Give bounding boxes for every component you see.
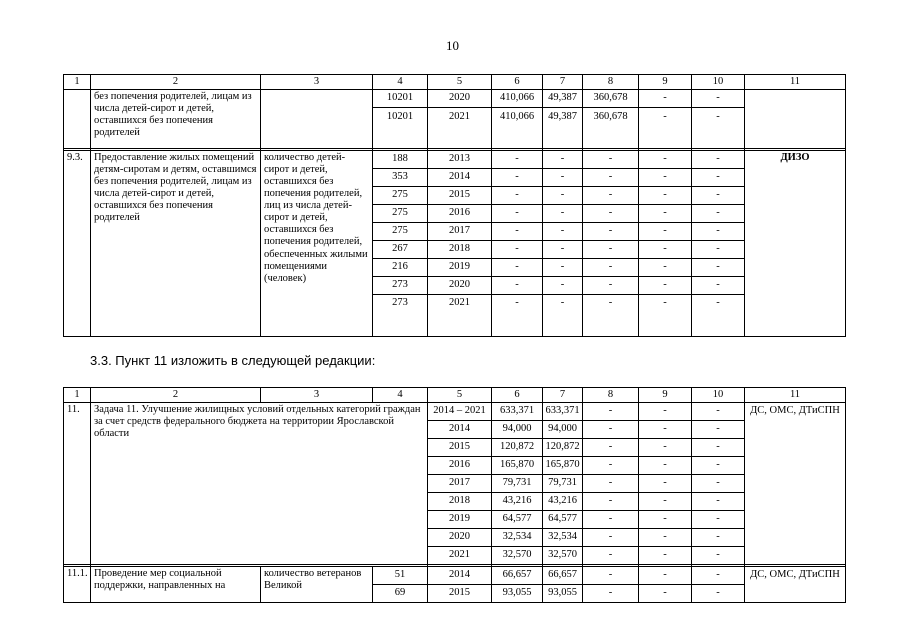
col-header: 4 bbox=[373, 75, 428, 90]
sub-indicator: количество ветеранов Великой bbox=[261, 567, 373, 603]
cell-year: 2017 bbox=[428, 475, 492, 493]
cell-value: 66,657 bbox=[492, 567, 543, 585]
cell-value: 64,577 bbox=[543, 511, 583, 529]
cell-year: 2021 bbox=[428, 295, 492, 337]
cell-year: 2016 bbox=[428, 457, 492, 475]
cell-year: 2019 bbox=[428, 511, 492, 529]
cell-value: 10201 bbox=[373, 108, 428, 149]
cell-value: 69 bbox=[373, 585, 428, 603]
cell-value: 360,678 bbox=[583, 108, 639, 149]
col-header: 8 bbox=[583, 388, 639, 403]
col-header: 5 bbox=[428, 388, 492, 403]
cell-value: - bbox=[583, 151, 639, 169]
cell-value: - bbox=[492, 205, 543, 223]
cell-year: 2014 bbox=[428, 421, 492, 439]
cell-value: 93,055 bbox=[492, 585, 543, 603]
cell-value: - bbox=[692, 493, 745, 511]
cell-year: 2018 bbox=[428, 493, 492, 511]
item-executor: ДИЗО bbox=[745, 151, 846, 337]
cell-value: - bbox=[692, 567, 745, 585]
cell-value: - bbox=[639, 223, 692, 241]
cell-value: - bbox=[692, 421, 745, 439]
cell-value: - bbox=[639, 475, 692, 493]
cell-year: 2013 bbox=[428, 151, 492, 169]
col-header: 2 bbox=[91, 75, 261, 90]
cell-year: 2016 bbox=[428, 205, 492, 223]
cell-value: - bbox=[692, 108, 745, 149]
cell-value: - bbox=[543, 259, 583, 277]
cell-value: - bbox=[692, 169, 745, 187]
cell-year: 2020 bbox=[428, 277, 492, 295]
cell-value: 32,534 bbox=[543, 529, 583, 547]
item-indicator bbox=[261, 90, 373, 149]
cell-value: - bbox=[583, 259, 639, 277]
cell-value: - bbox=[692, 511, 745, 529]
cell-value: - bbox=[492, 187, 543, 205]
col-header: 10 bbox=[692, 388, 745, 403]
cell-value: - bbox=[639, 241, 692, 259]
cell-value: - bbox=[639, 493, 692, 511]
col-header: 9 bbox=[639, 388, 692, 403]
cell-value: - bbox=[583, 439, 639, 457]
cell-value: 49,387 bbox=[543, 108, 583, 149]
cell-value: - bbox=[492, 241, 543, 259]
col-header: 1 bbox=[64, 75, 91, 90]
cell-value: - bbox=[639, 547, 692, 565]
cell-value: - bbox=[639, 205, 692, 223]
cell-value: - bbox=[692, 547, 745, 565]
cell-value: 43,216 bbox=[492, 493, 543, 511]
col-header: 8 bbox=[583, 75, 639, 90]
cell-value: - bbox=[583, 295, 639, 337]
cell-value: - bbox=[583, 205, 639, 223]
cell-year: 2020 bbox=[428, 90, 492, 108]
cell-year: 2021 bbox=[428, 108, 492, 149]
cell-value: - bbox=[543, 295, 583, 337]
cell-value: 120,872 bbox=[543, 439, 583, 457]
cell-value: - bbox=[492, 151, 543, 169]
cell-value: - bbox=[639, 151, 692, 169]
cell-value: - bbox=[692, 585, 745, 603]
cell-value: 165,870 bbox=[492, 457, 543, 475]
cell-value: - bbox=[639, 277, 692, 295]
cell-value: - bbox=[583, 547, 639, 565]
cell-value: 360,678 bbox=[583, 90, 639, 108]
item-indicator: количество детей-сирот и детей, оставшихся без попечения родителей, лиц из числа детей-сирот и детей, оставшихся без попечения родителей, обеспеченных жилыми помещениями (человек) bbox=[261, 151, 373, 337]
cell-value: 79,731 bbox=[543, 475, 583, 493]
cell-value: 93,055 bbox=[543, 585, 583, 603]
cell-year: 2020 bbox=[428, 529, 492, 547]
cell-year: 2015 bbox=[428, 187, 492, 205]
cell-value: - bbox=[583, 187, 639, 205]
col-header: 11 bbox=[745, 388, 846, 403]
cell-value: - bbox=[583, 511, 639, 529]
cell-value: 32,570 bbox=[492, 547, 543, 565]
cell-year: 2017 bbox=[428, 223, 492, 241]
cell-value: - bbox=[692, 205, 745, 223]
cell-value: - bbox=[639, 457, 692, 475]
cell-value: - bbox=[639, 567, 692, 585]
cell-value: - bbox=[583, 529, 639, 547]
table-row bbox=[64, 567, 846, 585]
cell-value: - bbox=[583, 475, 639, 493]
item-executor bbox=[745, 90, 846, 149]
cell-value: 216 bbox=[373, 259, 428, 277]
cell-value: - bbox=[583, 567, 639, 585]
cell-value: - bbox=[543, 187, 583, 205]
table-row bbox=[64, 151, 846, 169]
cell-value: - bbox=[583, 403, 639, 421]
cell-value: 633,371 bbox=[543, 403, 583, 421]
cell-value: - bbox=[692, 241, 745, 259]
cell-value: - bbox=[583, 585, 639, 603]
item-number: 9.3. bbox=[64, 151, 91, 337]
cell-value: 79,731 bbox=[492, 475, 543, 493]
item-text: без попечения родителей, лицам из числа детей-сирот и детей, оставшихся без попечения родителей bbox=[91, 90, 261, 149]
cell-value: - bbox=[543, 241, 583, 259]
cell-value: 275 bbox=[373, 223, 428, 241]
col-header: 9 bbox=[639, 75, 692, 90]
cell-value: - bbox=[492, 169, 543, 187]
cell-value: 66,657 bbox=[543, 567, 583, 585]
cell-value: - bbox=[692, 223, 745, 241]
task-number: 11. bbox=[64, 403, 91, 565]
cell-value: - bbox=[692, 259, 745, 277]
cell-value: - bbox=[639, 259, 692, 277]
col-header: 3 bbox=[261, 388, 373, 403]
cell-value: - bbox=[639, 403, 692, 421]
cell-value: 64,577 bbox=[492, 511, 543, 529]
cell-year: 2014 – 2021 bbox=[428, 403, 492, 421]
cell-value: 273 bbox=[373, 295, 428, 337]
cell-value: - bbox=[692, 187, 745, 205]
cell-value: 43,216 bbox=[543, 493, 583, 511]
cell-value: 165,870 bbox=[543, 457, 583, 475]
cell-value: 188 bbox=[373, 151, 428, 169]
cell-year: 2019 bbox=[428, 259, 492, 277]
col-header: 2 bbox=[91, 388, 261, 403]
cell-value: - bbox=[492, 277, 543, 295]
cell-value: - bbox=[639, 439, 692, 457]
cell-year: 2014 bbox=[428, 567, 492, 585]
cell-value: 267 bbox=[373, 241, 428, 259]
cell-value: - bbox=[692, 529, 745, 547]
cell-value: - bbox=[583, 421, 639, 439]
cell-year: 2014 bbox=[428, 169, 492, 187]
budget-table-continued bbox=[63, 74, 846, 337]
cell-value: - bbox=[492, 223, 543, 241]
cell-value: - bbox=[543, 277, 583, 295]
cell-value: - bbox=[583, 493, 639, 511]
cell-value: 51 bbox=[373, 567, 428, 585]
col-header: 7 bbox=[543, 75, 583, 90]
item-number bbox=[64, 90, 91, 149]
cell-value: - bbox=[492, 259, 543, 277]
cell-year: 2018 bbox=[428, 241, 492, 259]
cell-value: - bbox=[692, 457, 745, 475]
cell-value: - bbox=[692, 295, 745, 337]
col-header: 7 bbox=[543, 388, 583, 403]
cell-value: - bbox=[583, 223, 639, 241]
cell-value: - bbox=[583, 241, 639, 259]
col-header: 6 bbox=[492, 388, 543, 403]
cell-value: - bbox=[639, 295, 692, 337]
item-text: Предоставление жилых помещений детям-сиротам и детям, оставшимся без попечения родителей, лицам из числа детей-сирот и детей, оставшихся без попечения родителей bbox=[91, 151, 261, 337]
cell-value: 353 bbox=[373, 169, 428, 187]
sub-text: Проведение мер социальной поддержки, направленных на bbox=[91, 567, 261, 603]
cell-value: - bbox=[692, 439, 745, 457]
cell-value: 10201 bbox=[373, 90, 428, 108]
cell-value: - bbox=[543, 151, 583, 169]
col-header: 1 bbox=[64, 388, 91, 403]
col-header: 10 bbox=[692, 75, 745, 90]
cell-value: 275 bbox=[373, 187, 428, 205]
cell-value: 94,000 bbox=[543, 421, 583, 439]
cell-value: - bbox=[583, 277, 639, 295]
cell-value: - bbox=[639, 529, 692, 547]
col-header: 6 bbox=[492, 75, 543, 90]
cell-value: 275 bbox=[373, 205, 428, 223]
cell-value: - bbox=[639, 108, 692, 149]
cell-value: 273 bbox=[373, 277, 428, 295]
table-row bbox=[64, 90, 846, 108]
sub-number: 11.1. bbox=[64, 567, 91, 603]
cell-year: 2015 bbox=[428, 585, 492, 603]
cell-value: - bbox=[639, 421, 692, 439]
cell-year: 2021 bbox=[428, 547, 492, 565]
cell-value: - bbox=[692, 403, 745, 421]
cell-value: - bbox=[492, 295, 543, 337]
cell-value: 32,534 bbox=[492, 529, 543, 547]
cell-value: - bbox=[692, 90, 745, 108]
cell-value: 410,066 bbox=[492, 90, 543, 108]
page-number: 10 bbox=[446, 38, 459, 53]
task-executor: ДС, ОМС, ДТиСПН bbox=[745, 403, 846, 565]
cell-value: 32,570 bbox=[543, 547, 583, 565]
cell-year: 2015 bbox=[428, 439, 492, 457]
cell-value: - bbox=[639, 511, 692, 529]
col-header: 11 bbox=[745, 75, 846, 90]
cell-value: 633,371 bbox=[492, 403, 543, 421]
cell-value: 49,387 bbox=[543, 90, 583, 108]
cell-value: - bbox=[639, 169, 692, 187]
cell-value: - bbox=[583, 457, 639, 475]
sub-executor: ДС, ОМС, ДТиСПН bbox=[745, 567, 846, 603]
cell-value: - bbox=[639, 187, 692, 205]
cell-value: - bbox=[543, 169, 583, 187]
col-header: 4 bbox=[373, 388, 428, 403]
cell-value: - bbox=[543, 205, 583, 223]
cell-value: - bbox=[692, 277, 745, 295]
cell-value: - bbox=[639, 585, 692, 603]
cell-value: - bbox=[543, 223, 583, 241]
cell-value: 120,872 bbox=[492, 439, 543, 457]
cell-value: 94,000 bbox=[492, 421, 543, 439]
cell-value: 410,066 bbox=[492, 108, 543, 149]
cell-value: - bbox=[692, 475, 745, 493]
cell-value: - bbox=[639, 90, 692, 108]
section-heading: 3.3. Пункт 11 изложить в следующей редакции: bbox=[90, 353, 376, 368]
table-row bbox=[64, 403, 846, 421]
cell-value: - bbox=[692, 151, 745, 169]
col-header: 3 bbox=[261, 75, 373, 90]
column-header-row bbox=[64, 75, 846, 90]
column-header-row bbox=[64, 388, 846, 403]
cell-value: - bbox=[583, 169, 639, 187]
col-header: 5 bbox=[428, 75, 492, 90]
task-text: Задача 11. Улучшение жилищных условий отдельных категорий граждан за счет средств федерального бюджета на территории Ярославской области bbox=[91, 403, 428, 565]
budget-table-item-11 bbox=[63, 387, 846, 603]
